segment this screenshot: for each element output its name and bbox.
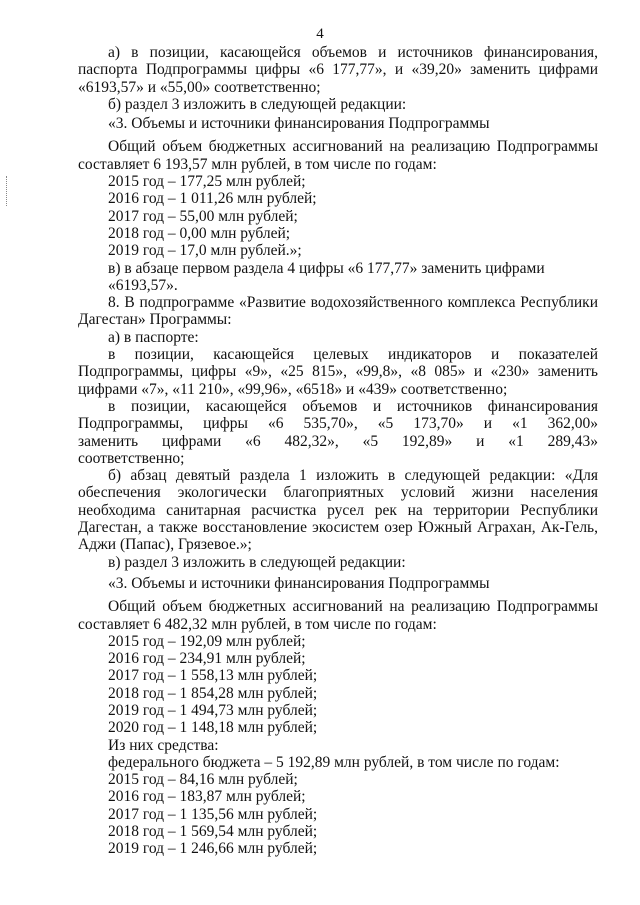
- year-line: 2017 год – 1 135,56 млн рублей;: [108, 805, 318, 823]
- year-line: 2016 год – 1 011,26 млн рублей;: [108, 190, 317, 208]
- year-line: 2015 год – 177,25 млн рублей;: [108, 173, 306, 191]
- paragraph: б) раздел 3 изложить в следующей редакции:: [108, 95, 407, 113]
- paragraph: в позиции, касающейся объемов и источников финансирования Подпрограммы, цифры «6 535,70», «5 173,70» и «1 362,00» заменить цифрами «6 482,32», «5 192,89» и «1 289,43» соответственно;: [78, 397, 598, 467]
- year-line: 2016 год – 234,91 млн рублей;: [108, 650, 306, 668]
- year-line: 2017 год – 55,00 млн рублей;: [108, 207, 298, 225]
- page-number: 4: [316, 26, 324, 42]
- year-line: 2019 год – 17,0 млн рублей.»;: [108, 242, 302, 260]
- year-line: 2020 год – 1 148,18 млн рублей;: [108, 719, 318, 737]
- paragraph: Общий объем бюджетных ассигнований на реализацию Подпрограммы составляет 6 482,32 млн рублей, в том числе по годам:: [78, 598, 598, 633]
- paragraph: федерального бюджета – 5 192,89 млн рублей, в том числе по годам:: [108, 753, 560, 771]
- year-line: 2018 год – 1 854,28 млн рублей;: [108, 684, 318, 702]
- document-body: [78, 44, 598, 858]
- paragraph: а) в паспорте:: [108, 328, 199, 346]
- paragraph: б) абзац девятый раздела 1 изложить в следующей редакции: «Для обеспечения экологически благоприятных условий жизни населения необходима санитарная расчистка русел рек на территории Республики Дагестан, а также восстановление экосистем озер Южный Аграхан, Ак-Гель, Аджи (Папас), Грязевое.»;: [78, 467, 598, 554]
- paragraph: Из них средства:: [108, 736, 219, 754]
- section-heading: «3. Объемы и источники финансирования Подпрограммы: [108, 574, 490, 592]
- section-heading: «3. Объемы и источники финансирования Подпрограммы: [108, 115, 490, 133]
- margin-marks: [6, 176, 9, 206]
- paragraph: Общий объем бюджетных ассигнований на реализацию Подпрограммы составляет 6 193,57 млн рублей, в том числе по годам:: [78, 138, 598, 173]
- paragraph: в позиции, касающейся целевых индикаторов и показателей Подпрограммы, цифры «9», «25 815», «99,8», «8 085» и «230» заменить цифрами «7», «11 210», «99,96», «6518» и «439» соответственно;: [78, 346, 598, 398]
- year-line: 2019 год – 1 494,73 млн рублей;: [108, 701, 318, 719]
- year-line: 2018 год – 0,00 млн рублей;: [108, 224, 291, 242]
- paragraph: в) в абзаце первом раздела 4 цифры «6 177,77» заменить цифрами «6193,57».: [108, 259, 545, 294]
- year-line: 2016 год – 183,87 млн рублей;: [108, 788, 306, 806]
- year-line: 2017 год – 1 558,13 млн рублей;: [108, 667, 318, 685]
- year-line: 2015 год – 84,16 млн рублей;: [108, 771, 298, 789]
- year-line: 2018 год – 1 569,54 млн рублей;: [108, 823, 318, 841]
- paragraph: а) в позиции, касающейся объемов и источников финансирования, паспорта Подпрограммы цифры «6 177,77», и «39,20» заменить цифрами «6193,57» и «55,00» соответственно;: [78, 44, 598, 96]
- paragraph: в) раздел 3 изложить в следующей редакции:: [108, 553, 406, 571]
- year-line: 2015 год – 192,09 млн рублей;: [108, 632, 306, 650]
- paragraph: 8. В подпрограмме «Развитие водохозяйственного комплекса Республики Дагестан» Программы:: [78, 294, 598, 329]
- year-line: 2019 год – 1 246,66 млн рублей;: [108, 840, 318, 858]
